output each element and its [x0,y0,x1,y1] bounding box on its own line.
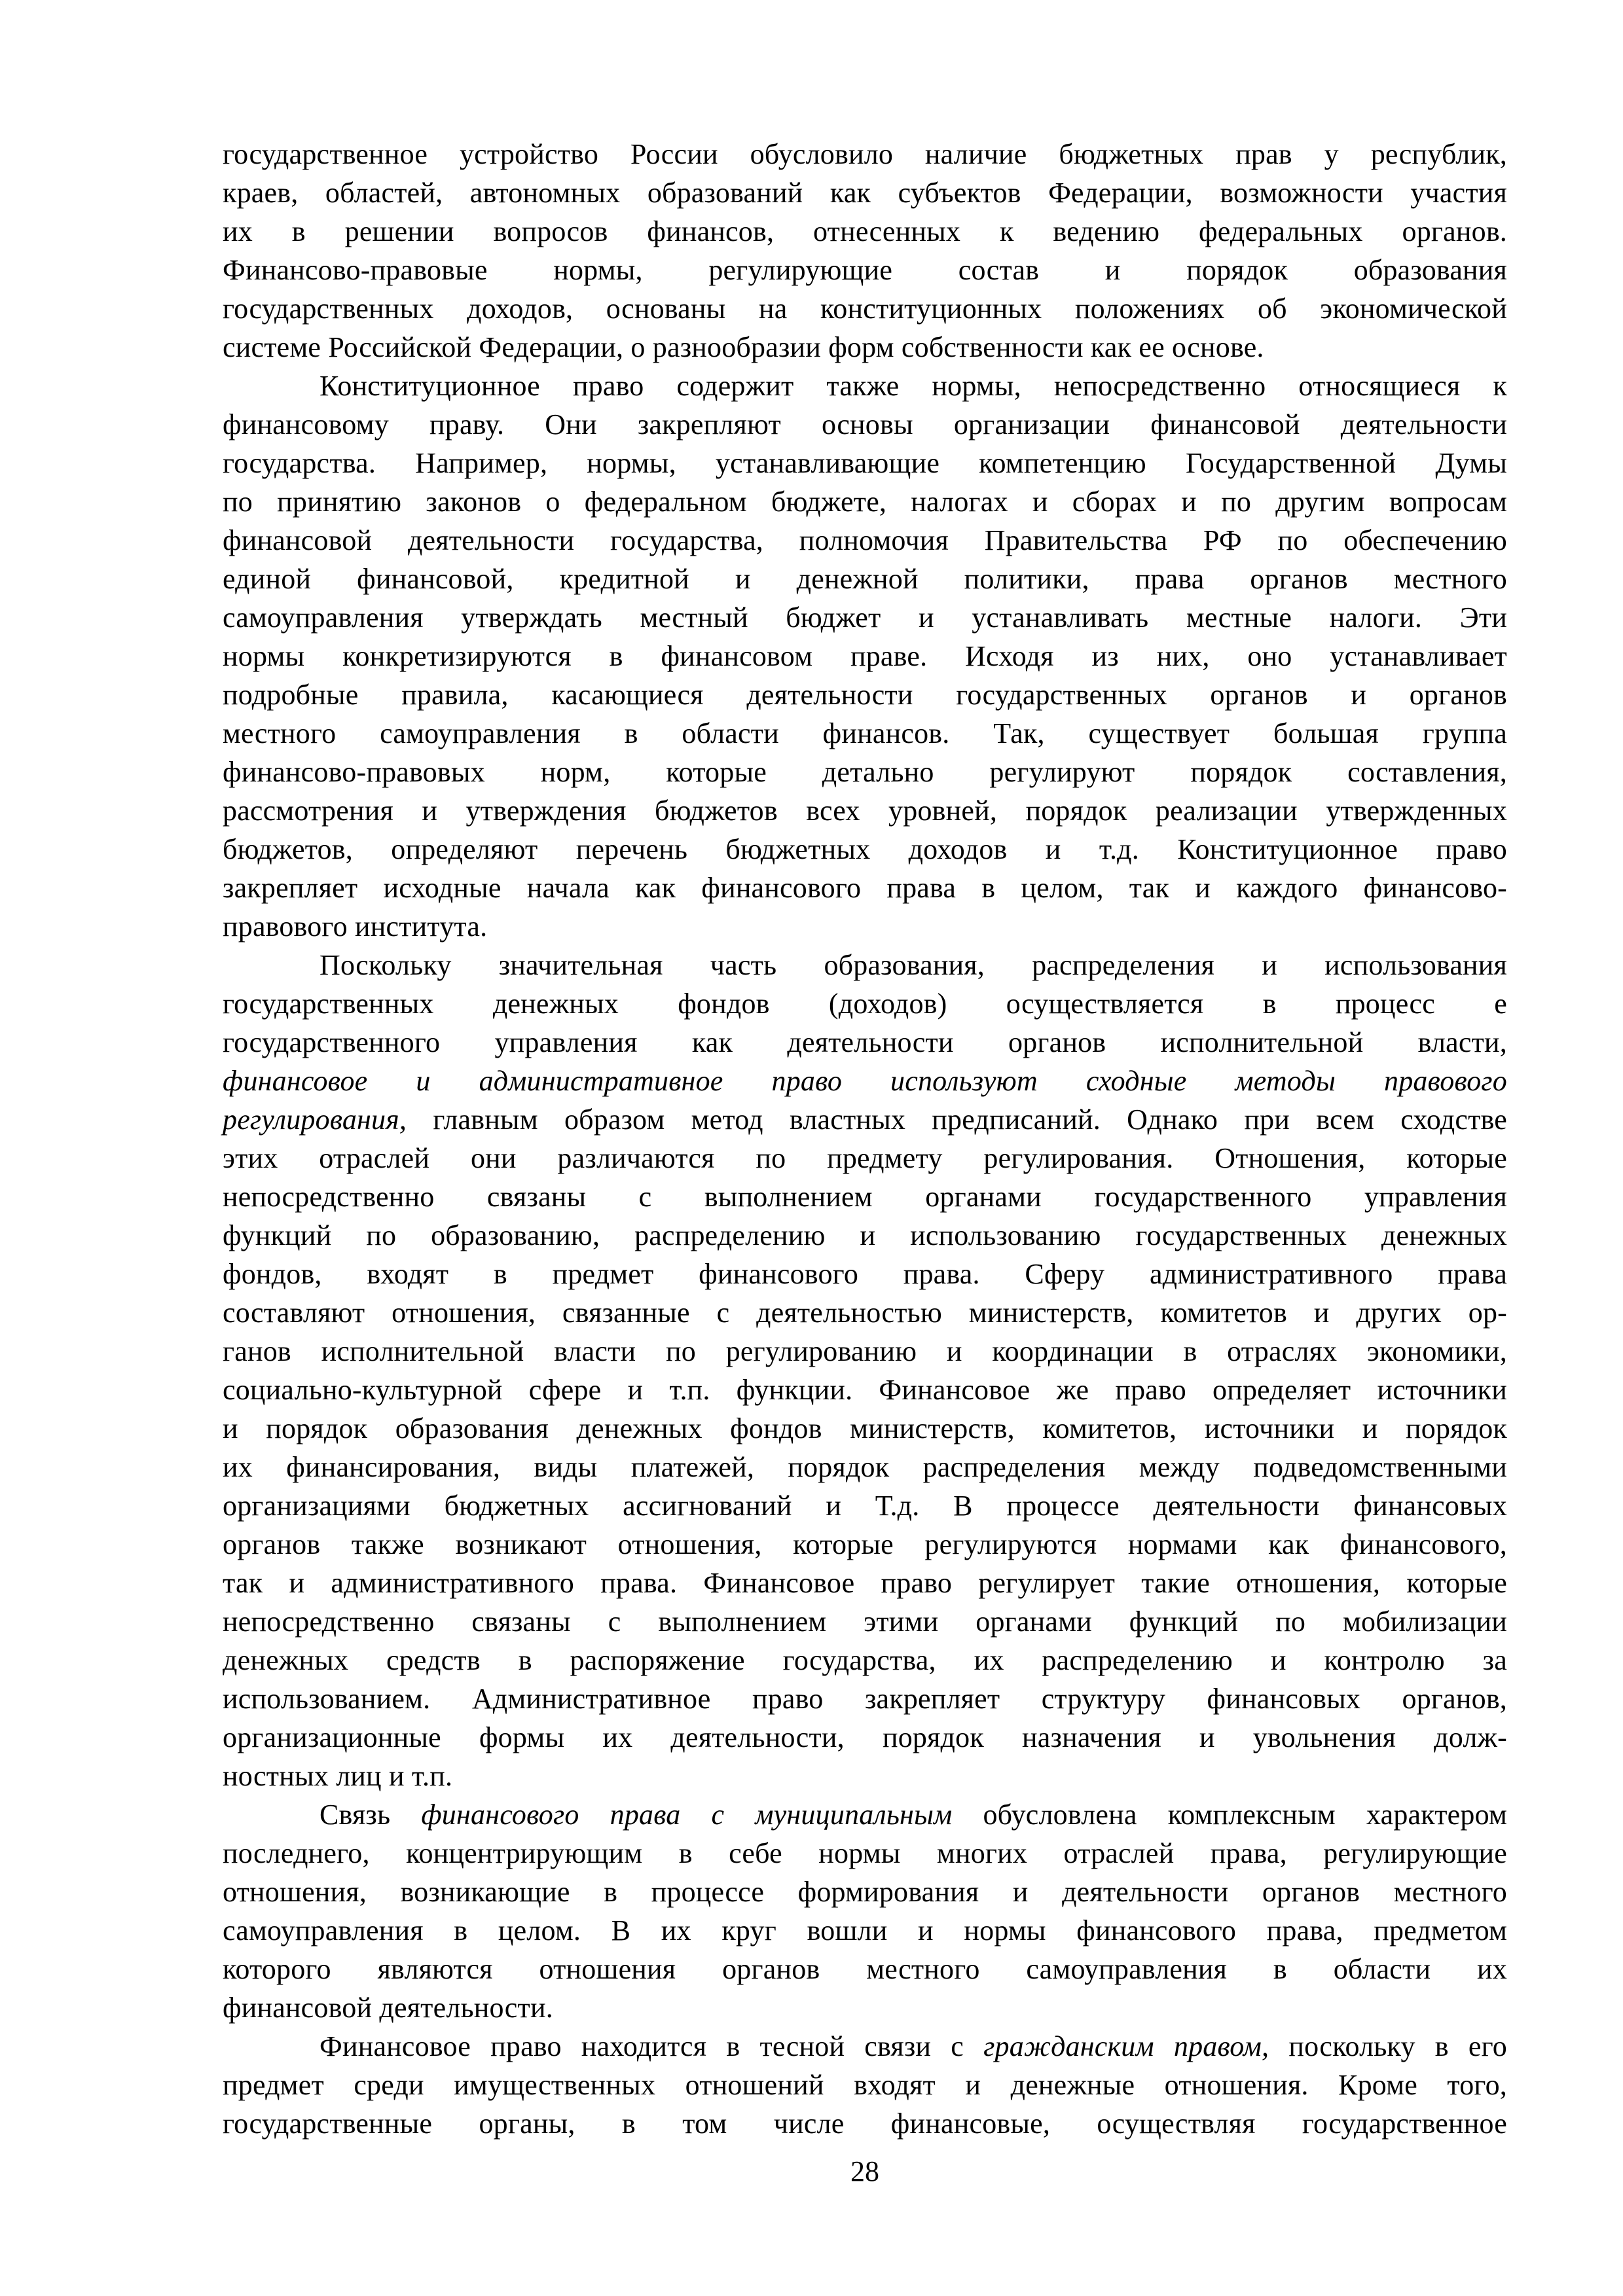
text-segment: подробные правила, касающиеся деятельности государственных органов и органов [223,679,1507,711]
text-segment: финансовой деятельности. [223,1992,553,2024]
text-segment: самоуправления утверждать местный бюджет и устанавливать местные налоги. Эти [223,601,1507,634]
text-line [223,714,1507,753]
text-segment: закрепляет исходные начала как финансового права в целом, так и каждого финансово- [223,872,1507,904]
text-segment: государственные органы, в том числе финансовые, осуществляя государственное [223,2108,1507,2140]
text-segment: государственного управления как деятельности органов исполнительной власти, [223,1026,1507,1058]
text-segment: фондов, входят в предмет финансового права. Сферу административного права [223,1258,1507,1290]
text-line [223,1564,1507,1602]
text-column [223,135,1507,2143]
text-line [223,405,1507,444]
text-line [223,1873,1507,1911]
paragraph [223,367,1507,946]
text-line [223,212,1507,251]
text-segment: ностных лиц и т.п. [223,1760,453,1792]
page-number: 28 [850,2155,879,2187]
text-line [223,1757,1507,1795]
text-line [223,1139,1507,1177]
text-segment: предмет среди имущественных отношений входят и денежные отношения. Кроме того, [223,2069,1507,2101]
text-segment: и порядок образования денежных фондов министерств, комитетов, источники и порядок [223,1412,1507,1444]
text-line [223,135,1507,173]
text-line [223,1409,1507,1448]
text-segment: органов также возникают отношения, которые регулируются нормами как финансового, [223,1528,1507,1560]
text-segment: финансовой деятельности государства, полномочия Правительства РФ по обеспечению [223,524,1507,556]
text-line [223,1950,1507,1988]
text-line [223,1216,1507,1255]
text-line [223,1062,1507,1100]
text-line [223,444,1507,482]
text-segment: использованием. Административное право закрепляет структуру финансовых органов, [223,1683,1507,1715]
text-line [223,1679,1507,1718]
text-line [223,1100,1507,1139]
text-line [223,1177,1507,1216]
text-line [223,2104,1507,2143]
text-segment: ганов исполнительной власти по регулированию и координации в отраслях экономики, [223,1335,1507,1367]
text-line [223,1718,1507,1757]
text-segment: бюджетов, определяют перечень бюджетных доходов и т.д. Конституционное право [223,833,1507,865]
text-segment: Поскольку значительная часть образования, распределения и использования [319,949,1507,981]
text-line [223,1641,1507,1679]
text-line [223,753,1507,791]
text-segment: последнего, концентрирующим в себе нормы многих отраслей права, регулирующие [223,1837,1507,1869]
text-line [223,2066,1507,2104]
text-segment: отношения, возникающие в процессе формирования и деятельности органов местного [223,1876,1507,1908]
text-segment: финансово-правовых норм, которые детально регулируют порядок составления, [223,756,1507,788]
text-segment: обусловлена комплексным характером [952,1799,1508,1831]
text-line [223,1525,1507,1564]
text-segment: непосредственно связаны с выполнением этими органами функций по мобилизации [223,1605,1507,1638]
text-segment: их финансирования, виды платежей, порядок распределения между подведомственными [223,1451,1507,1483]
text-segment: которого являются отношения органов местного самоуправления в области их [223,1953,1507,1985]
text-line [223,869,1507,907]
text-segment: Связь [319,1799,422,1831]
text-segment: главным образом метод властных предписаний. Однако при всем сходстве [407,1103,1507,1136]
italic-text-segment: финансового права с муниципальным [421,1799,953,1831]
text-line [223,289,1507,328]
italic-text-segment: гражданским правом, [983,2030,1269,2062]
text-segment: государственное устройство России обусловило наличие бюджетных прав у республик, [223,138,1507,170]
text-segment: местного самоуправления в области финансов. Так, существует большая группа [223,717,1507,749]
text-segment: Финансово-правовые нормы, регулирующие состав и порядок образования [223,254,1507,286]
text-segment: государства. Например, нормы, устанавливающие компетенцию Государственной Думы [223,447,1507,479]
text-line [223,482,1507,521]
text-line [223,1023,1507,1062]
text-segment: государственных денежных фондов (доходов) осуществляется в процесс е [223,988,1507,1020]
text-segment: этих отраслей они различаются по предмету регулирования. Отношения, которые [223,1142,1507,1174]
italic-text-segment: регулирования, [223,1103,407,1136]
text-line [223,791,1507,830]
text-line [223,946,1507,984]
text-line [223,907,1507,946]
text-line [223,251,1507,289]
text-segment: единой финансовой, кредитной и денежной политики, права органов местного [223,563,1507,595]
text-segment: самоуправления в целом. В их круг вошли и нормы финансового права, предметом [223,1914,1507,1946]
text-segment: финансовому праву. Они закрепляют основы организации финансовой деятельности [223,408,1507,440]
text-segment: составляют отношения, связанные с деятельностью министерств, комитетов и других ор- [223,1297,1507,1329]
text-segment: их в решении вопросов финансов, отнесенных к ведению федеральных органов. [223,215,1507,247]
text-line [223,1602,1507,1641]
paragraph [223,946,1507,1795]
text-segment: так и административного права. Финансовое право регулирует такие отношения, которые [223,1567,1507,1599]
italic-text-segment: финансовое и административное право используют сходные методы правового [223,1065,1507,1097]
text-line [223,328,1507,367]
text-line [223,1332,1507,1371]
text-segment: системе Российской Федерации, о разнообразии форм собственности как ее основе. [223,331,1264,363]
text-segment: нормы конкретизируются в финансовом праве. Исходя из них, оно устанавливает [223,640,1507,672]
text-line [223,598,1507,637]
text-line [223,560,1507,598]
text-line [223,675,1507,714]
text-segment: функций по образованию, распределению и использованию государственных денежных [223,1219,1507,1251]
text-line [223,1255,1507,1293]
paragraph [223,135,1507,367]
text-line [223,1911,1507,1950]
text-line [223,2027,1507,2066]
text-line [223,521,1507,560]
text-segment: краев, областей, автономных образований как субъектов Федерации, возможности участия [223,177,1507,209]
paragraph [223,1795,1507,2027]
text-line [223,1293,1507,1332]
text-line [223,1371,1507,1409]
text-segment: государственных доходов, основаны на конституционных положениях об экономической [223,293,1507,325]
text-segment: рассмотрения и утверждения бюджетов всех уровней, порядок реализации утвержденных [223,795,1507,827]
text-line [223,1988,1507,2027]
text-segment: правового института. [223,910,488,942]
text-line [223,367,1507,405]
text-segment: непосредственно связаны с выполнением органами государственного управления [223,1181,1507,1213]
text-line [223,637,1507,675]
text-line [223,1448,1507,1486]
text-segment: Конституционное право содержит также нормы, непосредственно относящиеся к [319,370,1507,402]
text-line [223,173,1507,212]
text-segment: поскольку в его [1269,2030,1507,2062]
text-segment: социально-культурной сфере и т.п. функции. Финансовое же право определяет источники [223,1374,1507,1406]
text-line [223,1795,1507,1834]
text-segment: Финансовое право находится в тесной связи с [319,2030,984,2062]
text-segment: организационные формы их деятельности, порядок назначения и увольнения долж- [223,1721,1507,1753]
text-segment: организациями бюджетных ассигнований и Т.д. В процессе деятельности финансовых [223,1490,1507,1522]
text-segment: по принятию законов о федеральном бюджете, налогах и сборах и по другим вопросам [223,486,1507,518]
text-line [223,1486,1507,1525]
text-line [223,984,1507,1023]
text-line [223,830,1507,869]
text-line [223,1834,1507,1873]
paragraph [223,2027,1507,2143]
text-segment: денежных средств в распоряжение государства, их распределению и контролю за [223,1644,1507,1676]
